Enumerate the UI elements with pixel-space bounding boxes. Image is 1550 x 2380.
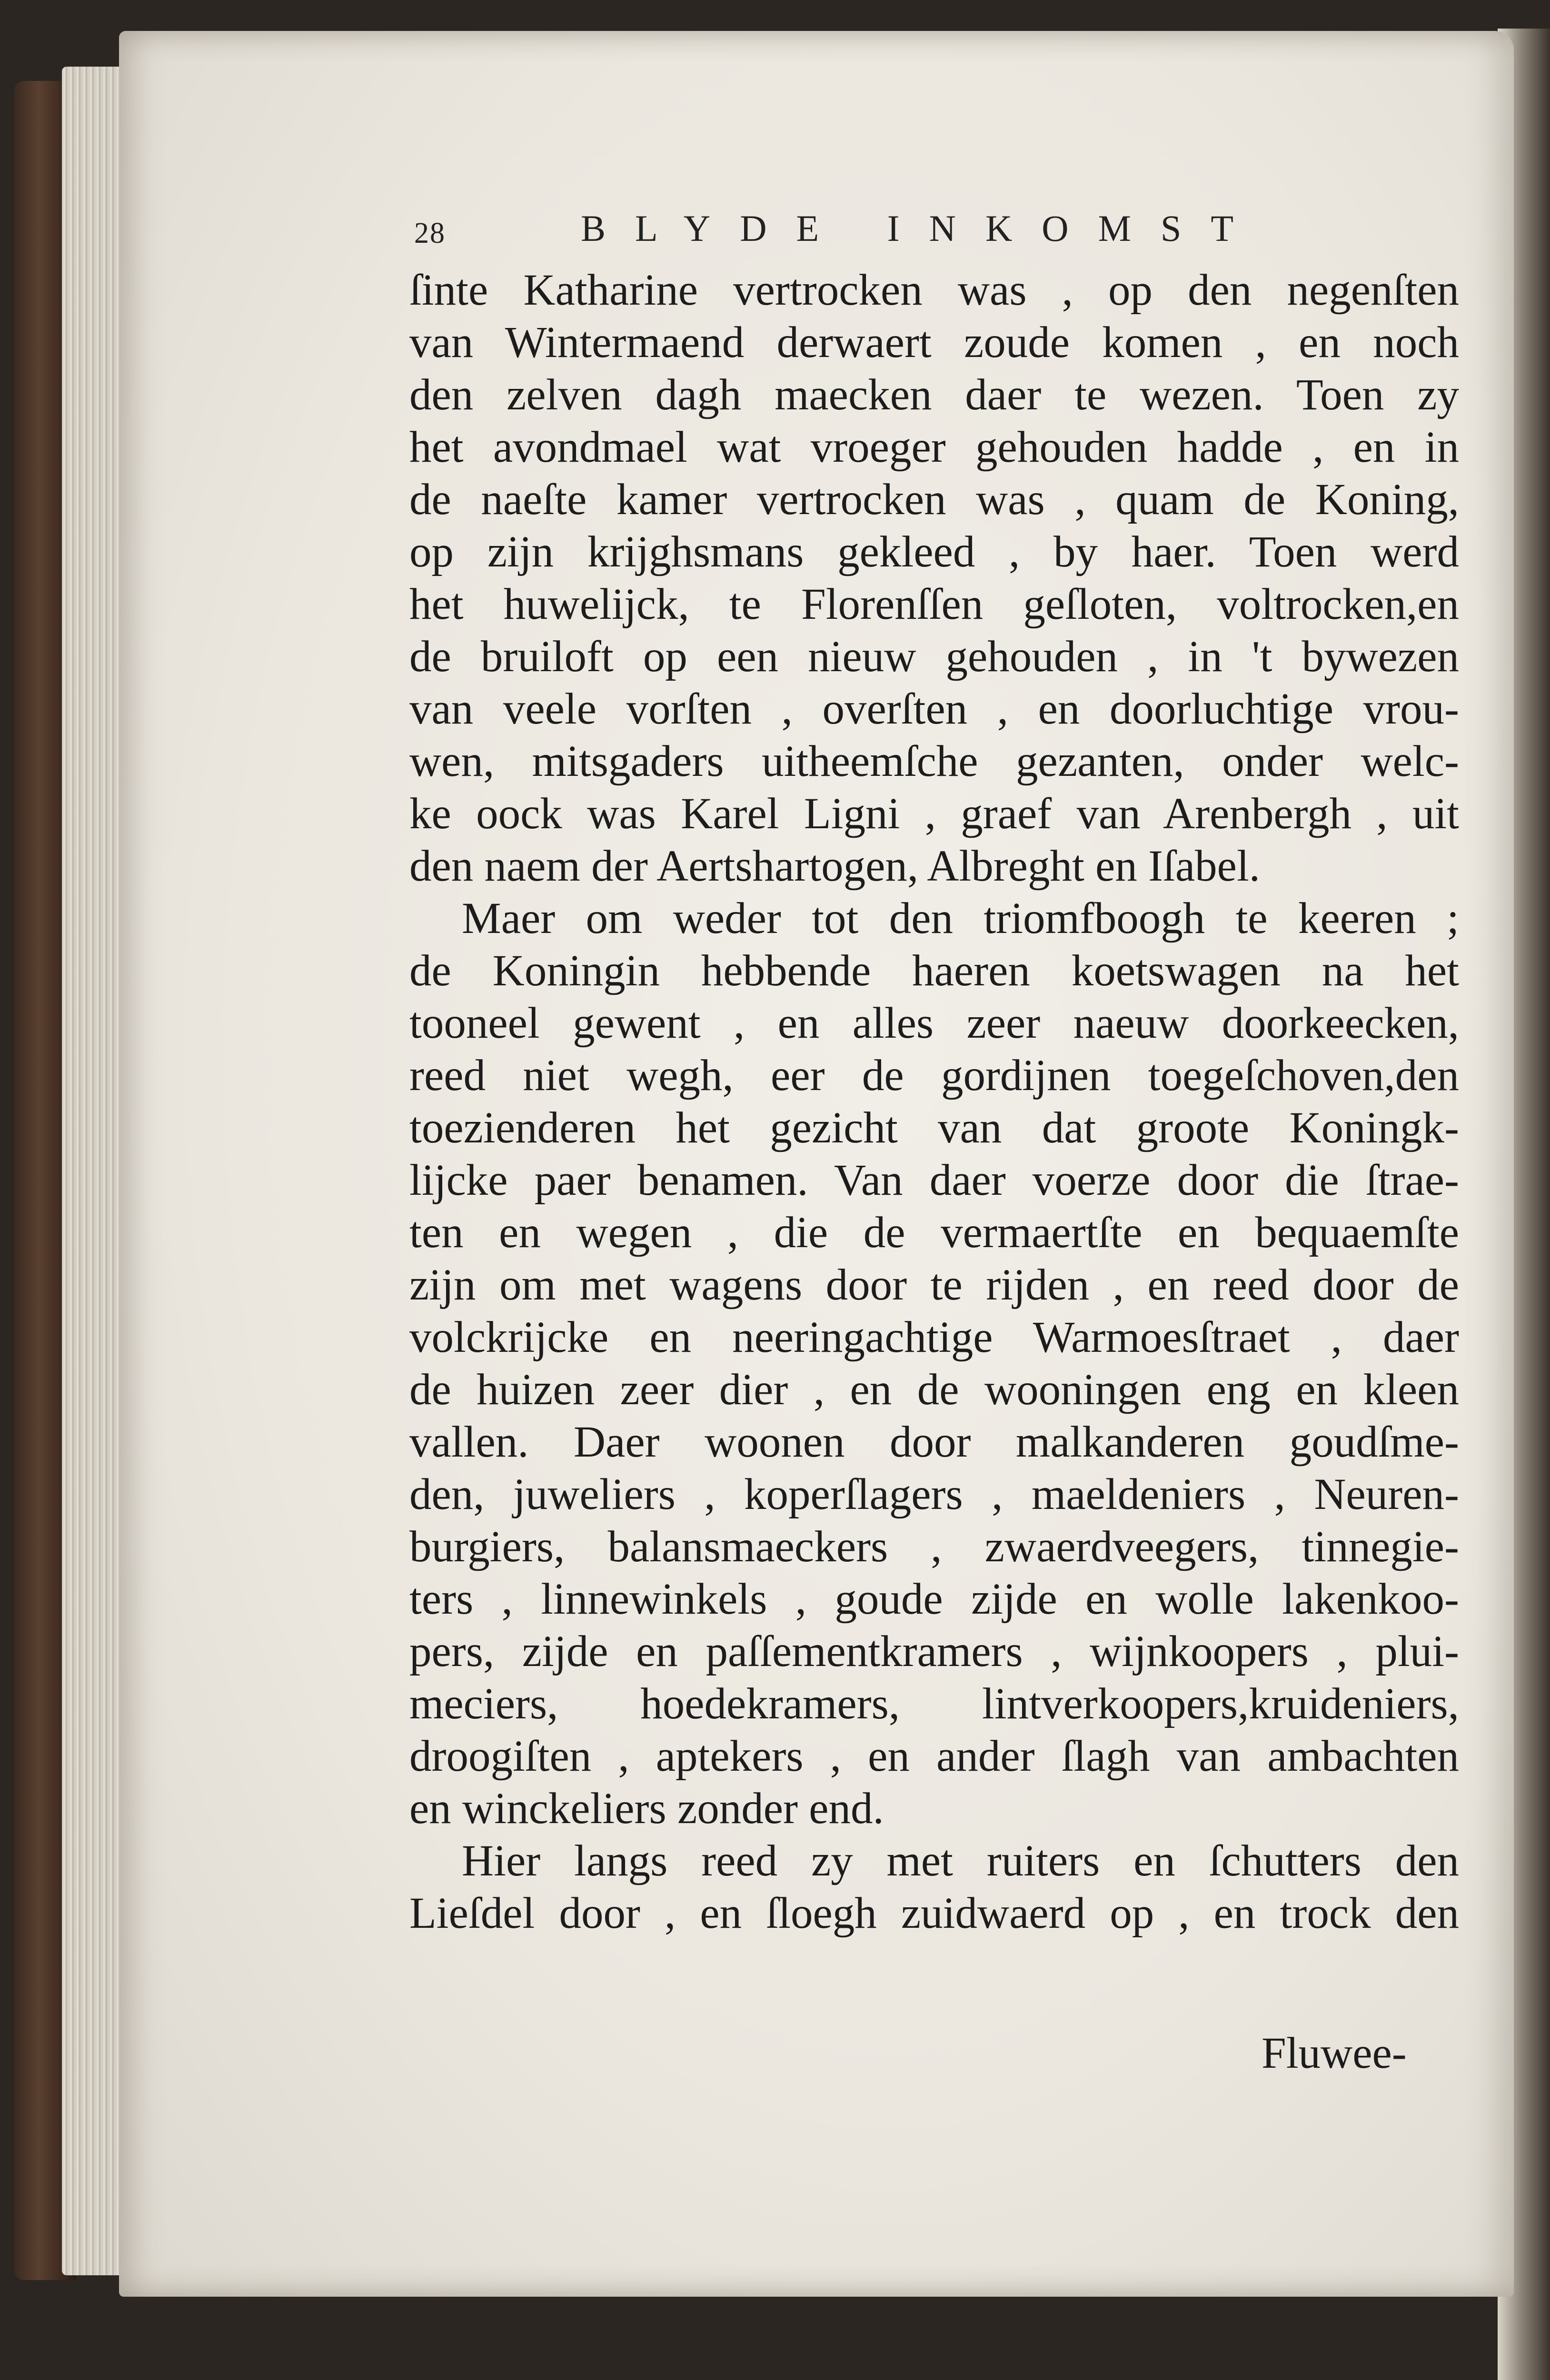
text-line: Hier langs reed zy met ruiters en ſchutters den [462, 1836, 1459, 1885]
text-line: van Wintermaend derwaert zoude komen , en noch [409, 318, 1459, 367]
text-line: den, juweliers , koperſlagers , maeldeniers , Neuren- [409, 1470, 1459, 1519]
text-line: vallen. Daer woonen door malkanderen goudſme- [409, 1418, 1459, 1467]
text-line: de huizen zeer dier , en de wooningen eng en kleen [409, 1365, 1459, 1414]
text-line: pers, zijde en paſſementkramers , wijnkoopers , plui- [409, 1627, 1459, 1676]
text-line: en winckeliers zonder end. [409, 1784, 884, 1833]
text-line: van veele vorſten , overſten , en doorluchtige vrou- [409, 684, 1459, 734]
text-line: de bruiloft op een nieuw gehouden , in 't bywezen [409, 632, 1459, 681]
text-line: toezienderen het gezicht van dat groote Koningk- [409, 1103, 1459, 1152]
catchword: Fluwee- [1262, 2029, 1407, 2078]
text-line: ke oock was Karel Ligni , graef van Arenbergh , uit [409, 789, 1459, 838]
text-line: de Koningin hebbende haeren koetswagen na het [409, 946, 1459, 995]
text-line: wen, mitsgaders uitheemſche gezanten, onder welc- [409, 737, 1459, 786]
text-line: op zijn krijghsmans gekleed , by haer. Toen werd [409, 527, 1459, 576]
text-line: reed niet wegh, eer de gordijnen toegeſchoven,den [409, 1051, 1459, 1100]
text-line: Lieſdel door , en ſloegh zuidwaerd op , en trock den [409, 1889, 1459, 1938]
text-line: de naeſte kamer vertrocken was , quam de Koning, [409, 475, 1459, 524]
text-line: den zelven dagh maecken daer te wezen. Toen zy [409, 370, 1459, 419]
text-line: het avondmael wat vroeger gehouden hadde , en in [409, 423, 1459, 472]
text-line: meciers, hoedekramers, lintverkoopers,kruideniers, [409, 1679, 1459, 1728]
text-line: Maer om weder tot den triomfboogh te keeren ; [462, 894, 1459, 943]
text-line: ters , linnewinkels , goude zijde en wolle lakenkoo- [409, 1575, 1459, 1624]
running-head [414, 207, 1319, 264]
text-line: tooneel gewent , en alles zeer naeuw doorkeecken, [409, 999, 1459, 1048]
page-number: 28 [414, 217, 446, 249]
text-line: het huwelijck, te Florenſſen geſloten, voltrocken,en [409, 580, 1459, 629]
text-line: den naem der Aertshartogen, Albreght en Iſabel. [409, 842, 1261, 891]
text-line: ſinte Katharine vertrocken was , op den negenſten [409, 266, 1459, 315]
text-line: volckrijcke en neeringachtige Warmoesſtraet , daer [409, 1313, 1459, 1362]
text-line: lijcke paer benamen. Van daer voerze door die ſtrae- [409, 1156, 1459, 1205]
text-line: zijn om met wagens door te rijden , en reed door de [409, 1260, 1459, 1309]
text-line: burgiers, balansmaeckers , zwaerdveegers, tinnegie- [409, 1522, 1459, 1571]
text-line: droogiſten , aptekers , en ander ſlagh van ambachten [409, 1732, 1459, 1781]
body-text [409, 264, 1459, 1940]
text-line: ten en wegen , die de vermaertſte en bequaemſte [409, 1208, 1459, 1257]
running-title: BLYDE INKOMST [581, 208, 1263, 249]
